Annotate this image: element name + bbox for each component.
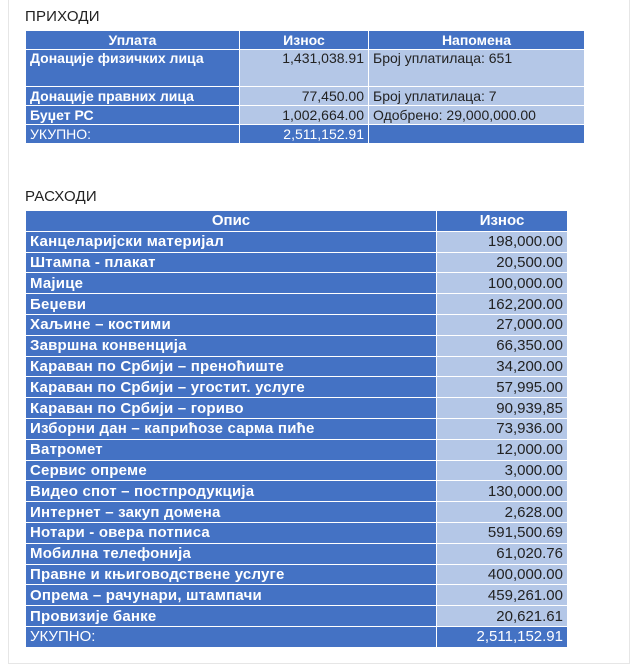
expense-row-label: Нотари - овера потписа bbox=[26, 523, 436, 543]
expense-row-label: Опрема – рачунари, штампачи bbox=[26, 585, 436, 605]
expense-row-label: Мајице bbox=[26, 273, 436, 293]
table-row bbox=[26, 232, 567, 252]
expense-row-label: Хаљине – костими bbox=[26, 315, 436, 335]
income-header-note: Напомена bbox=[369, 31, 584, 49]
expense-row-label: Караван по Србији – гориво bbox=[26, 398, 436, 418]
expense-row-label: Мобилна телефонија bbox=[26, 544, 436, 564]
income-row-label: Донације правних лица bbox=[26, 87, 239, 105]
income-row-label: Буџет РС bbox=[26, 106, 239, 124]
expense-row-amount: 459,261.00 bbox=[437, 585, 567, 605]
table-row bbox=[26, 523, 567, 543]
table-row bbox=[26, 50, 584, 86]
expenses-total-row bbox=[26, 627, 567, 647]
expense-row-amount: 3,000.00 bbox=[437, 461, 567, 481]
income-row-label: Донације физичких лица bbox=[26, 50, 239, 86]
income-total-label: УКУПНО: bbox=[26, 125, 239, 143]
expense-row-amount: 66,350.00 bbox=[437, 336, 567, 356]
expenses-header-amount: Износ bbox=[437, 211, 567, 231]
income-total-empty bbox=[369, 125, 584, 143]
expense-row-label: Канцеларијски материјал bbox=[26, 232, 436, 252]
expense-row-label: Изборни дан – каприћозе сарма пиће bbox=[26, 419, 436, 439]
income-total-row bbox=[26, 125, 584, 143]
expense-row-label: Штампа - плакат bbox=[26, 253, 436, 273]
expense-row-amount: 27,000.00 bbox=[437, 315, 567, 335]
expense-row-amount: 130,000.00 bbox=[437, 481, 567, 501]
income-row-amount: 1,002,664.00 bbox=[240, 106, 368, 124]
expense-row-amount: 34,200.00 bbox=[437, 357, 567, 377]
expenses-body bbox=[26, 232, 567, 626]
income-title: ПРИХОДИ bbox=[25, 8, 100, 25]
table-row bbox=[26, 419, 567, 439]
expense-row-label: Беџеви bbox=[26, 294, 436, 314]
expense-row-label: Сервис опреме bbox=[26, 461, 436, 481]
expense-row-label: Ватромет bbox=[26, 440, 436, 460]
income-header-row bbox=[26, 31, 584, 49]
table-row bbox=[26, 565, 567, 585]
table-row bbox=[26, 502, 567, 522]
expense-row-label: Видео спот – постпродукција bbox=[26, 481, 436, 501]
table-row bbox=[26, 377, 567, 397]
table-row bbox=[26, 585, 567, 605]
table-row bbox=[26, 357, 567, 377]
table-row bbox=[26, 440, 567, 460]
table-row bbox=[26, 481, 567, 501]
table-row bbox=[26, 273, 567, 293]
income-row-note: Број уплатилаца: 651 bbox=[369, 50, 584, 86]
expense-row-amount: 20,500.00 bbox=[437, 253, 567, 273]
expenses-total-amount: 2,511,152.91 bbox=[437, 627, 567, 647]
table-row bbox=[26, 294, 567, 314]
expense-row-label: Интернет – закуп домена bbox=[26, 502, 436, 522]
expense-row-amount: 90,939,85 bbox=[437, 398, 567, 418]
expense-row-label: Правне и књиговодствене услуге bbox=[26, 565, 436, 585]
income-row-amount: 77,450.00 bbox=[240, 87, 368, 105]
table-row bbox=[26, 106, 584, 124]
expense-row-amount: 57,995.00 bbox=[437, 377, 567, 397]
income-table bbox=[25, 30, 585, 144]
expenses-header-description: Опис bbox=[26, 211, 436, 231]
expense-row-label: Завршна конвенција bbox=[26, 336, 436, 356]
table-row bbox=[26, 606, 567, 626]
expense-row-amount: 100,000.00 bbox=[437, 273, 567, 293]
expense-row-amount: 20,621.61 bbox=[437, 606, 567, 626]
table-row bbox=[26, 461, 567, 481]
expense-row-amount: 2,628.00 bbox=[437, 502, 567, 522]
expense-row-amount: 61,020.76 bbox=[437, 544, 567, 564]
income-total-amount: 2,511,152.91 bbox=[240, 125, 368, 143]
expense-row-amount: 73,936.00 bbox=[437, 419, 567, 439]
expense-row-amount: 400,000.00 bbox=[437, 565, 567, 585]
expense-row-amount: 591,500.69 bbox=[437, 523, 567, 543]
table-row bbox=[26, 544, 567, 564]
income-row-note: Одобрено: 29,000,000.00 bbox=[369, 106, 584, 124]
income-row-amount: 1,431,038.91 bbox=[240, 50, 368, 86]
expenses-total-label: УКУПНО: bbox=[26, 627, 436, 647]
expense-row-label: Провизије банке bbox=[26, 606, 436, 626]
expenses-header-row bbox=[26, 211, 567, 231]
expense-row-amount: 198,000.00 bbox=[437, 232, 567, 252]
income-header-amount: Износ bbox=[240, 31, 368, 49]
table-row bbox=[26, 315, 567, 335]
expense-row-amount: 12,000.00 bbox=[437, 440, 567, 460]
table-row bbox=[26, 87, 584, 105]
expense-row-label: Караван по Србији – преноћиште bbox=[26, 357, 436, 377]
table-row bbox=[26, 398, 567, 418]
table-row bbox=[26, 336, 567, 356]
expenses-title: РАСХОДИ bbox=[25, 188, 97, 205]
table-row bbox=[26, 253, 567, 273]
income-row-note: Број уплатилаца: 7 bbox=[369, 87, 584, 105]
expenses-table bbox=[25, 210, 568, 648]
income-header-payment: Уплата bbox=[26, 31, 239, 49]
expense-row-amount: 162,200.00 bbox=[437, 294, 567, 314]
expense-row-label: Караван по Србији – угостит. услуге bbox=[26, 377, 436, 397]
